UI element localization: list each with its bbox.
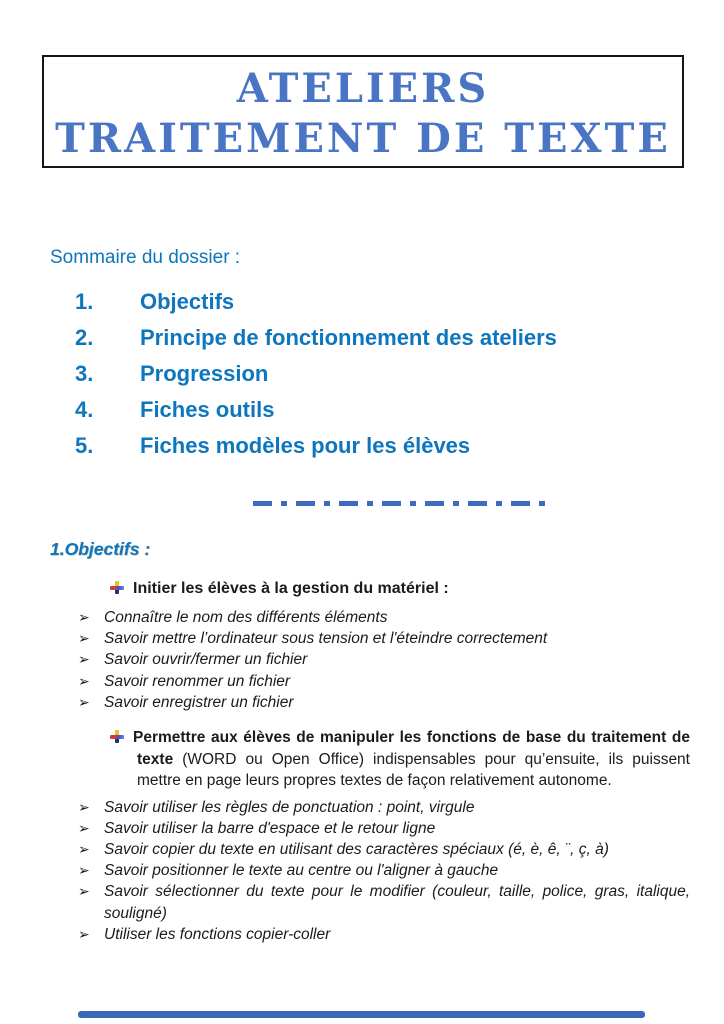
toc-item-fiches-outils bbox=[50, 392, 688, 428]
toc-heading: Sommaire du dossier : bbox=[50, 247, 241, 268]
arrowhead-bullet-icon: ➢ bbox=[78, 693, 90, 710]
toc-item-fiches-modeles bbox=[50, 428, 688, 464]
toc-label: Objectifs bbox=[140, 289, 235, 314]
toc-number: 3. bbox=[75, 361, 94, 386]
toc-number: 4. bbox=[75, 397, 94, 422]
next-page-edge-strip bbox=[78, 1011, 645, 1018]
arrowhead-bullet-icon: ➢ bbox=[78, 798, 90, 815]
list-item-text: Savoir sélectionner du texte pour le modifier (couleur, taille, police, gras, italique, souligné) bbox=[104, 883, 690, 922]
list-item-text: Savoir utiliser la barre d'espace et le retour ligne bbox=[104, 819, 436, 837]
group-heading-text: Initier les élèves à la gestion du matériel : bbox=[133, 580, 449, 597]
list-item-text: Connaître le nom des différents éléments bbox=[104, 609, 388, 626]
toc-number: 5. bbox=[75, 433, 94, 458]
arrowhead-bullet-icon: ➢ bbox=[78, 672, 90, 689]
toc-label: Fiches modèles pour les élèves bbox=[140, 433, 471, 458]
list-item bbox=[78, 797, 690, 818]
arrowhead-bullet-icon: ➢ bbox=[78, 925, 90, 942]
arrowhead-bullet-icon: ➢ bbox=[78, 862, 90, 879]
objectives-group-traitement-texte bbox=[0, 727, 724, 945]
toc-item-progression bbox=[50, 356, 688, 392]
list-item bbox=[78, 607, 690, 628]
lead-paragraph-bold: Permettre aux élèves de manipuler les fonctions de base du traitement de texte bbox=[133, 729, 690, 768]
toc-number: 1. bbox=[75, 289, 94, 314]
toc-label: Principe de fonctionnement des ateliers bbox=[140, 325, 557, 350]
list-item-text: Savoir ouvrir/fermer un fichier bbox=[104, 651, 308, 669]
arrowhead-bullet-icon: ➢ bbox=[78, 819, 90, 836]
group-heading bbox=[110, 579, 724, 599]
list-item bbox=[78, 671, 690, 692]
list-item bbox=[78, 692, 690, 713]
toc-label: Fiches outils bbox=[140, 397, 275, 422]
arrowhead-bullet-icon: ➢ bbox=[78, 630, 90, 647]
list-item bbox=[78, 839, 690, 860]
list-item-text: Savoir mettre l’ordinateur sous tension et l'éteindre correctement bbox=[104, 630, 548, 648]
objective-list bbox=[0, 607, 690, 713]
toc-item-objectifs bbox=[50, 284, 688, 320]
list-item bbox=[78, 881, 690, 923]
objectives-group-materiel bbox=[0, 579, 724, 713]
arrowhead-bullet-icon: ➢ bbox=[78, 840, 90, 857]
dash-dot-divider bbox=[253, 501, 549, 506]
arrowhead-bullet-icon: ➢ bbox=[78, 883, 90, 900]
list-item bbox=[78, 924, 690, 945]
toc-item-principe bbox=[50, 320, 688, 356]
list-item-text: Utiliser les fonctions copier-coller bbox=[104, 925, 331, 943]
list-item-text: Savoir renommer un fichier bbox=[104, 672, 291, 690]
list-item-text: Savoir enregistrer un fichier bbox=[104, 693, 294, 711]
section-heading-objectifs: 1.Objectifs : bbox=[50, 539, 151, 559]
list-item bbox=[78, 628, 690, 649]
title-box bbox=[42, 55, 684, 168]
list-item bbox=[78, 860, 690, 881]
arrowhead-bullet-icon: ➢ bbox=[78, 609, 90, 625]
objective-list bbox=[0, 797, 690, 945]
colored-plus-bullet-icon bbox=[110, 581, 124, 594]
arrowhead-bullet-icon: ➢ bbox=[78, 651, 90, 668]
colored-plus-bullet-icon bbox=[110, 730, 124, 743]
list-item-text: Savoir positionner le texte au centre ou l'aligner à gauche bbox=[104, 862, 499, 880]
toc-number: 2. bbox=[75, 325, 94, 350]
list-item bbox=[78, 818, 690, 839]
group-lead-paragraph bbox=[133, 727, 690, 792]
list-item-text: Savoir utiliser les règles de ponctuation : point, virgule bbox=[104, 798, 475, 816]
toc-label: Progression bbox=[140, 361, 269, 386]
lead-paragraph-rest: (WORD ou Open Office) indispensables pour qu’ensuite, ils puissent mettre en page leurs propres textes de façon relativement autonome. bbox=[137, 750, 690, 789]
document-title-line-2: TRAITEMENT DE TEXTE bbox=[55, 115, 671, 162]
list-item-text: Savoir copier du texte en utilisant des caractères spéciaux (é, è, ê, ¨, ç, à) bbox=[104, 840, 609, 858]
document-title-line-1: ATELIERS bbox=[236, 65, 490, 112]
list-item bbox=[78, 649, 690, 670]
table-of-contents bbox=[50, 247, 688, 464]
